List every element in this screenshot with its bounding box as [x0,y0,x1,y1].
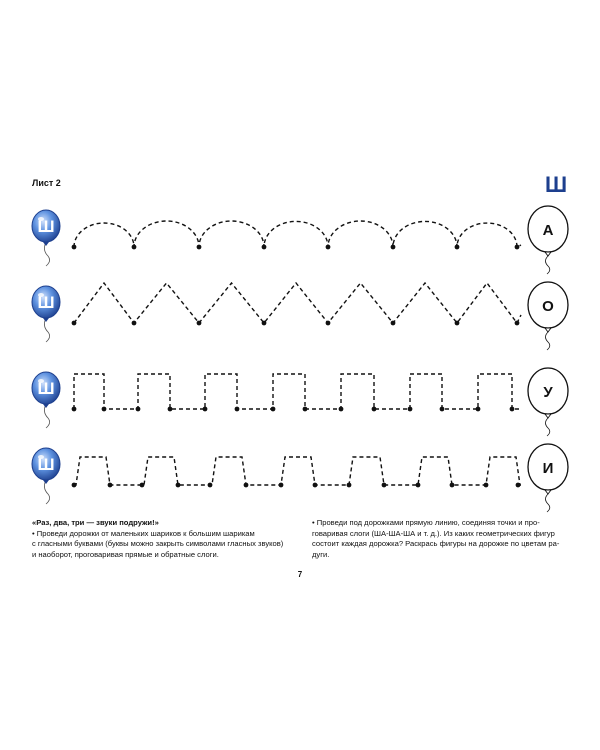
tracing-dot [102,407,107,412]
instructions-right-line: • Проведи под дорожками прямую линию, соединяя точки и про- [312,518,540,527]
tracing-dot [510,407,515,412]
tracing-dot [235,407,240,412]
tracing-dot [303,407,308,412]
sheet-label: Лист 2 [32,178,61,188]
tracing-dot [391,245,396,250]
tracing-dot [136,407,141,412]
tracing-dot [326,245,331,250]
tracing-dot [244,483,249,488]
instructions-left-line: с гласными буквами (буквы можно закрыть символами гласных звуков) [32,539,284,548]
tracing-dot [262,245,267,250]
big-balloon-string [546,418,550,436]
tracing-dot [197,245,202,250]
tracing-dot [203,407,208,412]
tracing-dot [132,245,137,250]
tracing-dot [176,483,181,488]
tracing-dot [326,321,331,326]
tracing-dot [372,407,377,412]
balloon-knot [43,318,49,322]
instructions-left [32,518,294,560]
instructions-title: «Раз, два, три — звуки подружи!» [32,518,159,527]
tracing-dot [262,321,267,326]
tracing-dot [168,407,173,412]
balloon-string [44,480,49,504]
big-balloon-knot [545,328,551,332]
tracing-dot [515,321,520,326]
tracing-dot [271,407,276,412]
tracing-dot [455,321,460,326]
instructions-left-line: • Проведи дорожки от маленьких шариков к большим шарикам [32,528,255,538]
tracing-dot [279,483,284,488]
instructions-right-line: дуги. [312,549,330,559]
instructions-right-line: говаривая слоги (ША-ША-ША и т. д.). Из каких геометрических фигур [312,528,555,538]
tracing-dot [408,407,413,412]
small-balloon-letter: Ш [37,217,55,236]
instructions-left-line: и наоборот, проговаривая прямые и обратные слоги. [32,549,219,559]
balloon-knot [43,242,49,246]
balloon-string [44,242,49,266]
big-balloon-letter: А [542,222,554,239]
instructions-right-line: состоит каждая дорожка? Раскрась фигуры на дорожке по цветам ра- [312,539,560,548]
corner-letter: Ш [545,172,568,197]
dashed-path [74,283,521,323]
tracing-dot [382,483,387,488]
balloon-string [44,318,49,342]
tracing-dot [515,245,520,250]
small-balloon-letter: Ш [37,455,55,474]
tracing-dot [208,483,213,488]
dashed-path [74,374,521,409]
tracing-row [32,282,568,350]
big-balloon-knot [545,414,551,418]
tracing-dot [313,483,318,488]
big-balloon-string [546,494,550,512]
big-balloon-letter: И [542,460,554,477]
tracing-dot [108,483,113,488]
tracing-dot [72,483,77,488]
tracing-row [32,368,568,436]
dashed-path [74,457,521,485]
tracing-dot [197,321,202,326]
tracing-dot [132,321,137,326]
tracing-dot [450,483,455,488]
balloon-knot [43,480,49,484]
tracing-dot [476,407,481,412]
big-balloon-letter: У [543,384,553,401]
tracing-dot [140,483,145,488]
tracing-dot [72,245,77,250]
tracing-dot [516,483,521,488]
small-balloon-letter: Ш [37,379,55,398]
tracing-dot [72,407,77,412]
big-balloon-knot [545,490,551,494]
big-balloon-letter: О [542,298,554,315]
tracing-dot [391,321,396,326]
page-number: 7 [297,570,303,579]
big-balloon-string [546,332,550,350]
big-balloon-string [546,256,550,274]
tracing-dot [416,483,421,488]
tracing-dot [484,483,489,488]
balloon-knot [43,404,49,408]
instructions-right [312,518,567,560]
dashed-path [74,221,521,247]
tracing-row [32,444,568,512]
tracing-dot [339,407,344,412]
tracing-dot [455,245,460,250]
tracing-dot [440,407,445,412]
big-balloon-knot [545,252,551,256]
small-balloon-letter: Ш [37,293,55,312]
tracing-dot [72,321,77,326]
tracing-row [32,206,568,274]
balloon-string [44,404,49,428]
tracing-dot [347,483,352,488]
